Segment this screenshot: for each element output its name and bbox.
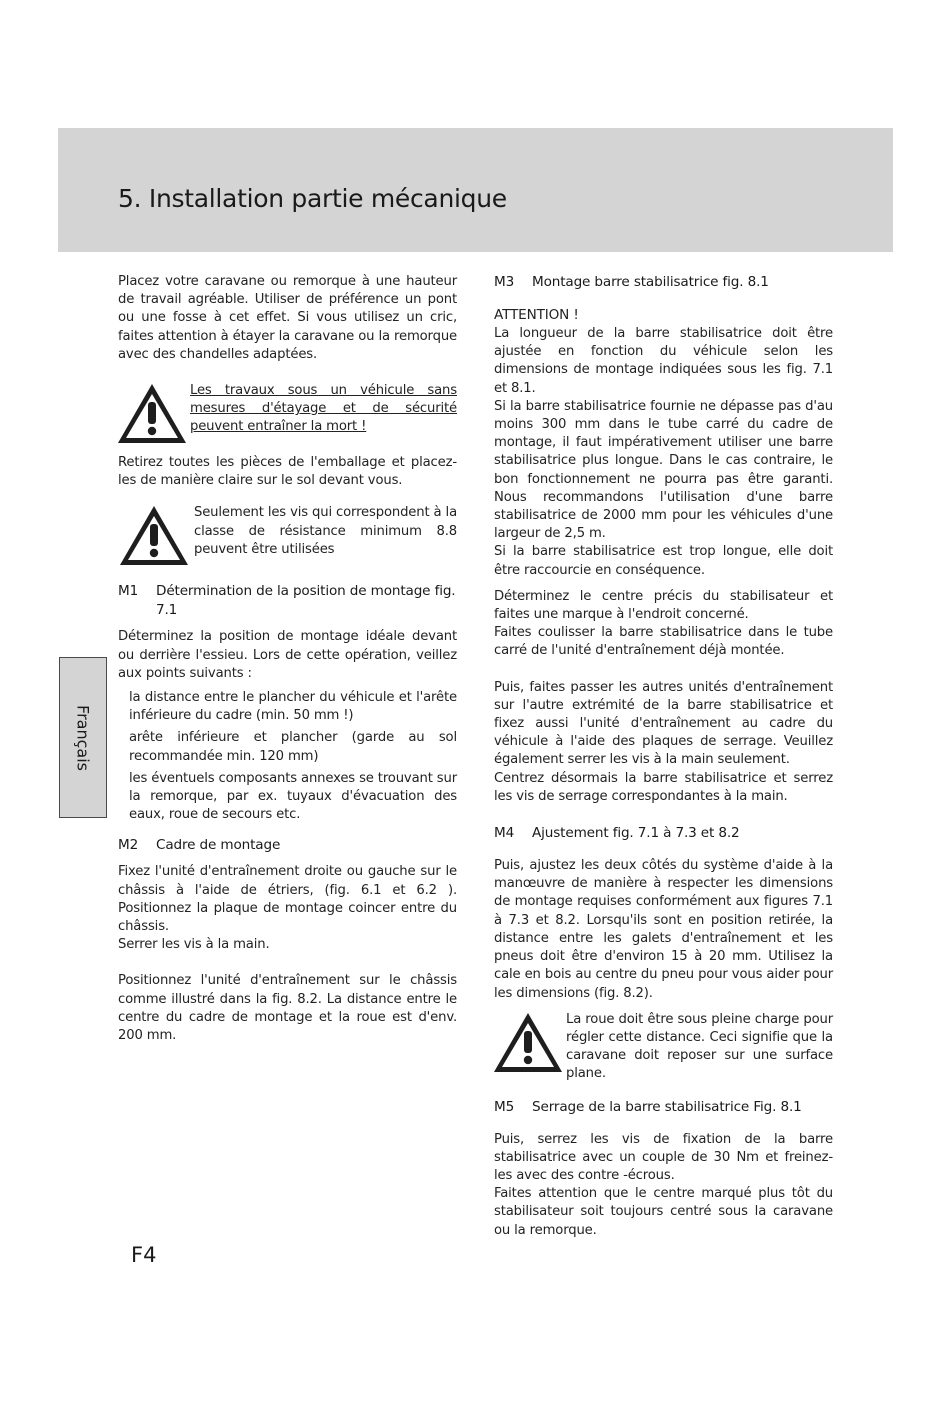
list-item: les éventuels composants annexes se trouvant sur la remorque, par ex. tuyaux d'évacuation des eaux, roue de secours etc. <box>129 770 457 823</box>
m3-paragraph-2: Si la barre stabilisatrice fournie ne dépasse pas d'au moins 300 mm dans le tube carré du cadre de montage, il faut impérativement utiliser une barre stabilisatrice plus longue. Dans le cas contraire, le bon fonctionnement ne pourra pas être garanti. Nous recommandons l'utilisation d'une barre stabilisatrice de 2000 mm pour les véhicules d'une largeur de 2,5 m. <box>494 398 833 542</box>
warning-block-3 <box>494 1011 833 1084</box>
section-heading-m4 <box>494 824 833 843</box>
intro-paragraph: Placez votre caravane ou remorque à une hauteur de travail agréable. Utiliser de préférence un pont ou une fosse à cet effet. Si vous utilisez un cric, faites attention à étayer la caravane ou la remorque avec des chandelles adaptées. <box>118 274 457 362</box>
warning-block-1 <box>118 382 457 446</box>
m3-paragraph-5: Faites coulisser la barre stabilisatrice dans le tube carré de l'unité d'entraînement déjà montée. <box>494 625 833 659</box>
warning-text-3: La roue doit être sous pleine charge pour régler cette distance. Ceci signifie que la caravane doit reposer sur une surface plane. <box>566 1011 833 1082</box>
section-title: Détermination de la position de montage fig. 7.1 <box>156 583 456 619</box>
section-heading-m1 <box>118 582 457 620</box>
m3-paragraph-1: La longueur de la barre stabilisatrice doit être ajustée en fonction du véhicule selon les dimensions de montage indiquées sous les fig. 7.1 et 8.1. <box>494 326 833 396</box>
attention-label: ATTENTION ! <box>494 307 579 323</box>
m2-paragraph-3: Positionnez l'unité d'entraînement sur le châssis comme illustré dans la fig. 8.2. La distance entre le centre du cadre de montage et la roue est d'env. 200 mm. <box>118 973 457 1044</box>
m2-paragraph-2: Serrer les vis à la main. <box>118 937 270 953</box>
m3-paragraph-7: Centrez désormais la barre stabilisatrice et serrez les vis de serrage correspondantes à la main. <box>494 770 833 804</box>
section-number: M3 <box>494 274 515 290</box>
warning-icon <box>118 504 194 568</box>
m5-paragraph-1: Puis, serrez les vis de fixation de la barre stabilisatrice avec un couple de 30 Nm et freinez-les avec des contre -écrous. <box>494 1131 833 1183</box>
section-heading-m5 <box>494 1098 833 1117</box>
unpack-paragraph: Retirez toutes les pièces de l'emballage et placez-les de manière claire sur le sol devant vous. <box>118 455 457 489</box>
list-item: arête inférieure et plancher (garde au sol recommandée min. 120 mm) <box>129 730 457 764</box>
section-number: M4 <box>494 825 515 842</box>
m3-paragraph-4: Déterminez le centre précis du stabilisateur et faites une marque à l'endroit concerné. <box>494 588 833 623</box>
warning-block-2 <box>118 504 457 568</box>
warning-icon <box>494 1011 566 1075</box>
section-heading-m3 <box>494 273 833 292</box>
section-number: M1 <box>118 583 139 600</box>
section-title: Ajustement fig. 7.1 à 7.3 et 8.2 <box>532 825 740 842</box>
m5-paragraph-2: Faites attention que le centre marqué plus tôt du stabilisateur soit toujours centré sous la caravane ou la remorque. <box>494 1186 833 1238</box>
page-title: 5. Installation partie mécanique <box>118 184 507 213</box>
right-column <box>494 273 833 1240</box>
language-tab <box>59 657 107 818</box>
page-number: F4 <box>131 1243 157 1267</box>
section-title: Montage barre stabilisatrice fig. 8.1 <box>532 274 769 290</box>
left-column <box>118 273 457 1045</box>
m2-paragraph-1: Fixez l'unité d'entraînement droite ou gauche sur le châssis à l'aide de étriers, (fig. 6.1 et 6.2 ). Positionnez la plaque de montage coincer entre du châssis. <box>118 864 457 935</box>
section-number: M5 <box>494 1098 515 1115</box>
section-number: M2 <box>118 837 139 854</box>
m4-paragraph: Puis, ajustez les deux côtés du système d'aide à la manœuvre de manière à respecter les dimensions de montage requises conformément aux figures 7.1 à 7.3 et 8.2. Lorsqu'ils sont en position retirée, la distance entre les galets d'entraînement et les pneus doit être d'environ 15 à 20 mm. Utilisez la cale en bois au centre du pneu pour vous aider pour les dimensions (fig. 8.2). <box>494 858 833 1001</box>
section-title: Cadre de montage <box>156 837 281 854</box>
warning-icon <box>118 382 190 446</box>
list-item: la distance entre le plancher du véhicule et l'arête inférieure du cadre (min. 50 mm !) <box>129 690 457 724</box>
m3-paragraph-3: Si la barre stabilisatrice est trop longue, elle doit être raccourcie en conséquence. <box>494 544 833 578</box>
m3-paragraph-6: Puis, faites passer les autres unités d'entraînement sur l'autre extrémité de la barre stabilisatrice et fixez aussi l'unité d'entraînement au cadre du véhicule à l'aide des plaques de serrage. Veuillez également serrer les vis à la main seulement. <box>494 679 833 768</box>
warning-text-1: Les travaux sous un véhicule sans mesures d'étayage et de sécurité peuvent entraîner la mort ! <box>190 383 457 435</box>
language-tab-label: Français <box>73 704 93 771</box>
warning-text-2: Seulement les vis qui correspondent à la classe de résistance minimum 8.8 peuvent être utilisées <box>194 505 457 557</box>
section-title: Serrage de la barre stabilisatrice Fig. 8.1 <box>532 1098 802 1115</box>
section-heading-m2 <box>118 836 457 855</box>
m1-paragraph: Déterminez la position de montage idéale devant ou derrière l'essieu. Lors de cette opération, veillez aux points suivants : <box>118 629 457 681</box>
m1-bullet-list <box>118 689 457 824</box>
